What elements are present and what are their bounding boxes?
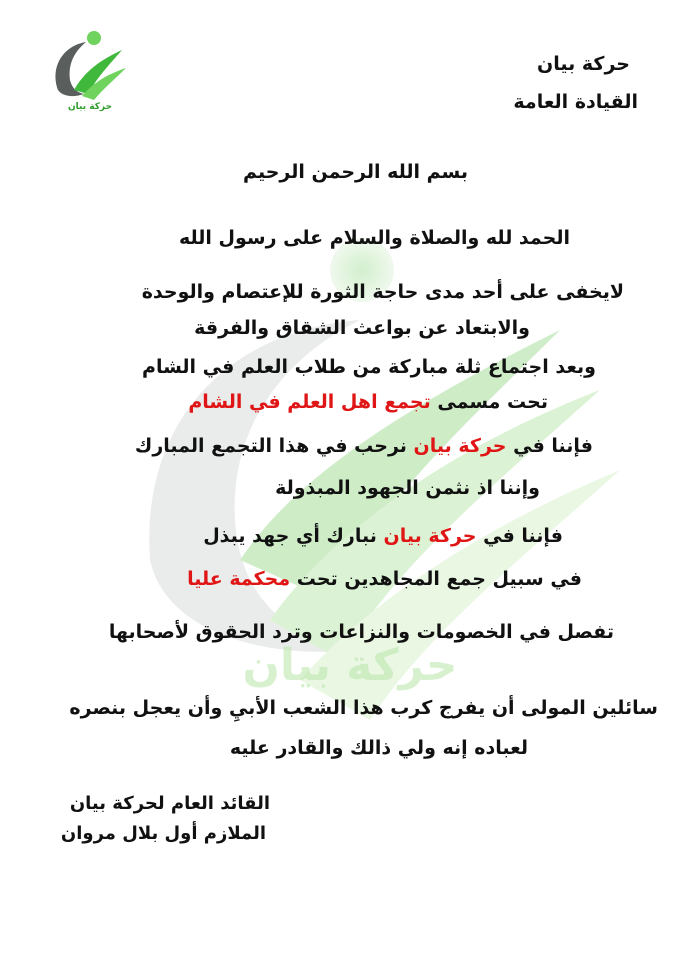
body-text: فإننا في <box>483 525 563 547</box>
body-line-8 <box>187 567 582 591</box>
highlight-tajammu: تجمع اهل العلم في الشام <box>188 391 431 413</box>
watermark-logo-text: حركة بيان <box>242 640 458 691</box>
body-line-3: وبعد اجتماع ثلة مباركة من طلاب العلم في الشام <box>142 356 596 378</box>
highlight-haraka-bayan: حركة بيان <box>383 525 477 547</box>
body-text: في سبيل جمع المجاهدين تحت <box>296 568 582 590</box>
highlight-mahkama: محكمة عليا <box>187 568 291 590</box>
body-text: فإننا في <box>513 435 593 457</box>
body-line-6: وإننا اذ نثمن الجهود المبذولة <box>275 477 540 499</box>
basmala: بسم الله الرحمن الرحيم <box>243 161 468 183</box>
signature-name: الملازم أول بلال مروان <box>60 823 266 844</box>
body-text: تحت مسمى <box>437 391 548 413</box>
org-name: حركة بيان <box>537 53 630 75</box>
signature-title: القائد العام لحركة بيان <box>69 793 270 814</box>
body-text: نرحب في هذا التجمع المبارك <box>134 435 407 457</box>
body-line-5 <box>135 434 593 458</box>
body-line-1: لايخفى على أحد مدى حاجة الثورة للإعتصام والوحدة <box>141 281 624 303</box>
body-line-2: والابتعاد عن بواعث الشقاق والفرقة <box>194 317 530 339</box>
body-line-11: لعباده إنه ولي ذالك والقادر عليه <box>229 737 528 759</box>
org-unit: القيادة العامة <box>513 91 638 113</box>
body-line-4 <box>188 390 548 414</box>
body-text: نبارك أي جهد يبذل <box>203 525 377 547</box>
body-line-9: تفصل في الخصومات والنزاعات وترد الحقوق لأصحابها <box>108 621 614 643</box>
highlight-haraka-bayan: حركة بيان <box>413 435 507 457</box>
logo-caption: حركة بيان <box>67 102 113 112</box>
body-line-7 <box>203 524 563 548</box>
hamd-line: الحمد لله والصلاة والسلام على رسول الله <box>178 227 570 249</box>
body-line-10: سائلين المولى أن يفرج كرب هذا الشعب الأبيِ وأن يعجل بنصره <box>69 697 658 719</box>
